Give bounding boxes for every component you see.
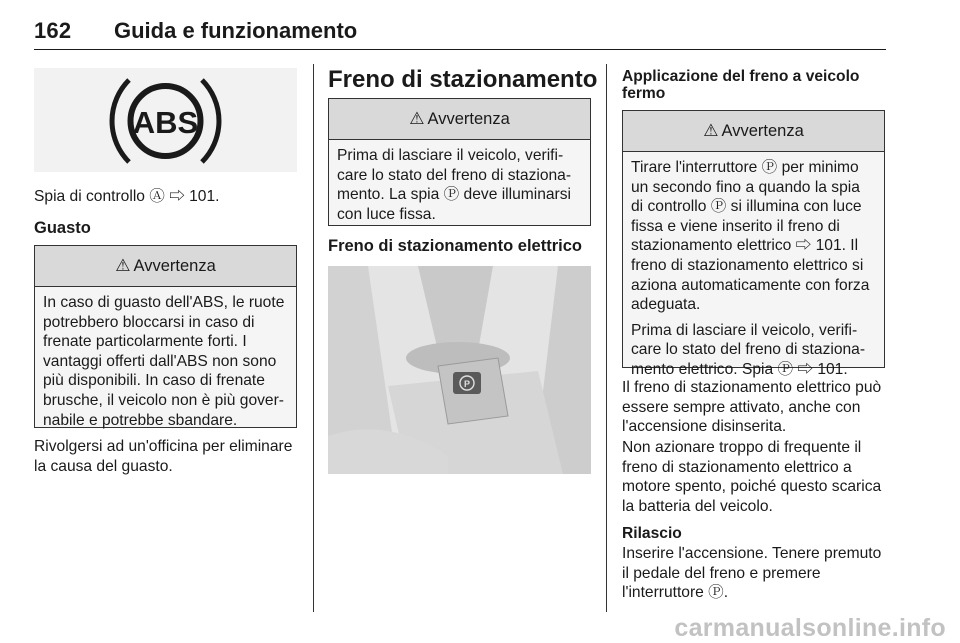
warning-text: Prima di lasciare il veicolo, verifi-care lo stato del freno di staziona-mento. La spia Ⓟ deve illuminarsi con luce fissa. [337,147,572,223]
stationary-apply-heading: Applicazione del freno a veicolo fermo [622,68,860,102]
site-watermark: carmanualsonline.info [674,614,946,642]
page-header-title: Guida e funzionamento [114,18,358,43]
workshop-paragraph: Rivolgersi ad un'officina per eliminare la causa del guasto. [34,438,293,475]
column-divider-1 [313,64,314,612]
electric-brake-photo [328,266,591,474]
release-paragraph: Inserire l'accensione. Tenere premuto il pedale del freno e premere l'interruttore Ⓟ. [622,545,882,602]
warning-title: Avvertenza [721,121,804,140]
abs-light-label: ABS [132,105,199,140]
electric-brake-subheading: Freno di stazionamento elettrico [328,237,582,255]
warning-header [623,111,884,152]
warning-title: Avvertenza [427,109,510,128]
warning-text: In caso di guasto dell'ABS, le ruote potrebbero bloccarsi in caso di frenate particolarmente forti. I vantaggi offerti dall'ABS non sono più disponibili. In caso di frenate brusche, il veicolo non è più gover-nabile e potrebbe sbandare. [43,294,285,429]
warning-paragraph-1: Tirare l'interruttore Ⓟ per minimo un secondo fino a quando la spia di controllo Ⓟ si illumina con luce fissa e viene inserito il freno di stazionamento elettrico ⇨ 101. Il freno di stazionamento elettrico si aziona automaticamente con forza adeguata. [631,159,870,314]
release-heading: Rilascio [622,525,682,542]
abs-warning-light-figure [34,68,297,172]
warning-paragraph-2: Prima di lasciare il veicolo, verifi-care lo stato del freno di staziona-mento elettrico. Spia Ⓟ ⇨ 101. [631,321,866,378]
column-divider-2 [606,64,607,612]
page-number: 162 [34,18,72,43]
header-rule [34,49,886,50]
abs-light-caption: Spia di controllo Ⓐ ⇨ 101. [34,188,220,205]
parking-switch-label: P [463,379,471,389]
apply-brake-warning-box [622,110,885,378]
warning-triangle-icon: ⚠ [703,121,719,140]
warning-header [35,246,296,287]
always-activatable-paragraph: Il freno di stazionamento elettrico può essere sempre attivato, anche con l'accensione disinserita. [622,379,882,436]
warning-triangle-icon: ⚠ [409,109,425,128]
fault-heading: Guasto [34,219,91,237]
warning-text [623,152,884,380]
battery-warning-paragraph: Non azionare troppo di frequente il freno di stazionamento elettrico a motore spento, poiché questo scarica la batteria del veicolo. [622,439,882,515]
warning-triangle-icon: ⚠ [115,256,131,275]
parking-brake-warning-box [328,98,591,226]
section-title: Freno di stazionamento [328,66,598,93]
warning-title: Avvertenza [133,256,216,275]
abs-light-icon [34,68,297,172]
warning-header [329,99,590,140]
center-console-illustration [328,266,591,474]
abs-fault-warning-box [34,245,297,428]
